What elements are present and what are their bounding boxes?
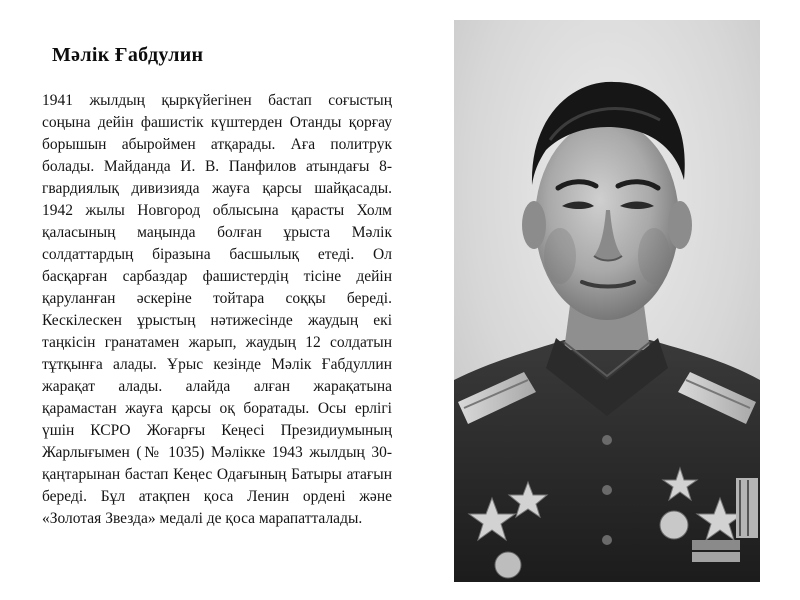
portrait-photo (454, 20, 760, 582)
slide-title: Мәлік Ғабдулин (52, 44, 204, 66)
biography-paragraph: 1941 жылдың қыркүйегінен бастап соғыстың соңына дейін фашистік күштерден Отанды қорғау борышын абыроймен атқарады. Аға политрук болады. Майданда И. В. Панфилов атындағы 8-гвардиялық дивизияда жауға қарсы шайқасады. 1942 жылы Новгород облысына қарасты Холм қаласының маңында болған ұрыста Мәлік солдаттардың біразына басшылық етеді. Ол басқарған сарбаздар фашистердің тісіне дейін қаруланған әскеріне тойтара соққы береді. Кескілескен ұрыстың нәтижесінде жаудың екі таңкісін гранатамен жарып, жаудың 12 солдатын тұтқынға алады. Ұрыс кезінде Мәлік Ғабдуллин жарақат алады. алайда алған жарақатына қарамастан жауға қарсы оқ боратады. Осы ерлігі үшін КСРО Жоғарғы Кеңесі Президиумының Жарлығымен (№ 1035) Мәлікке 1943 жылдың 30-қаңтарынан бастап Кеңес Одағының Батыры атағын береді. Бұл атақпен қоса Ленин ордені және «Золотая Звезда» медалі де қоса марапатталады. (42, 92, 392, 527)
